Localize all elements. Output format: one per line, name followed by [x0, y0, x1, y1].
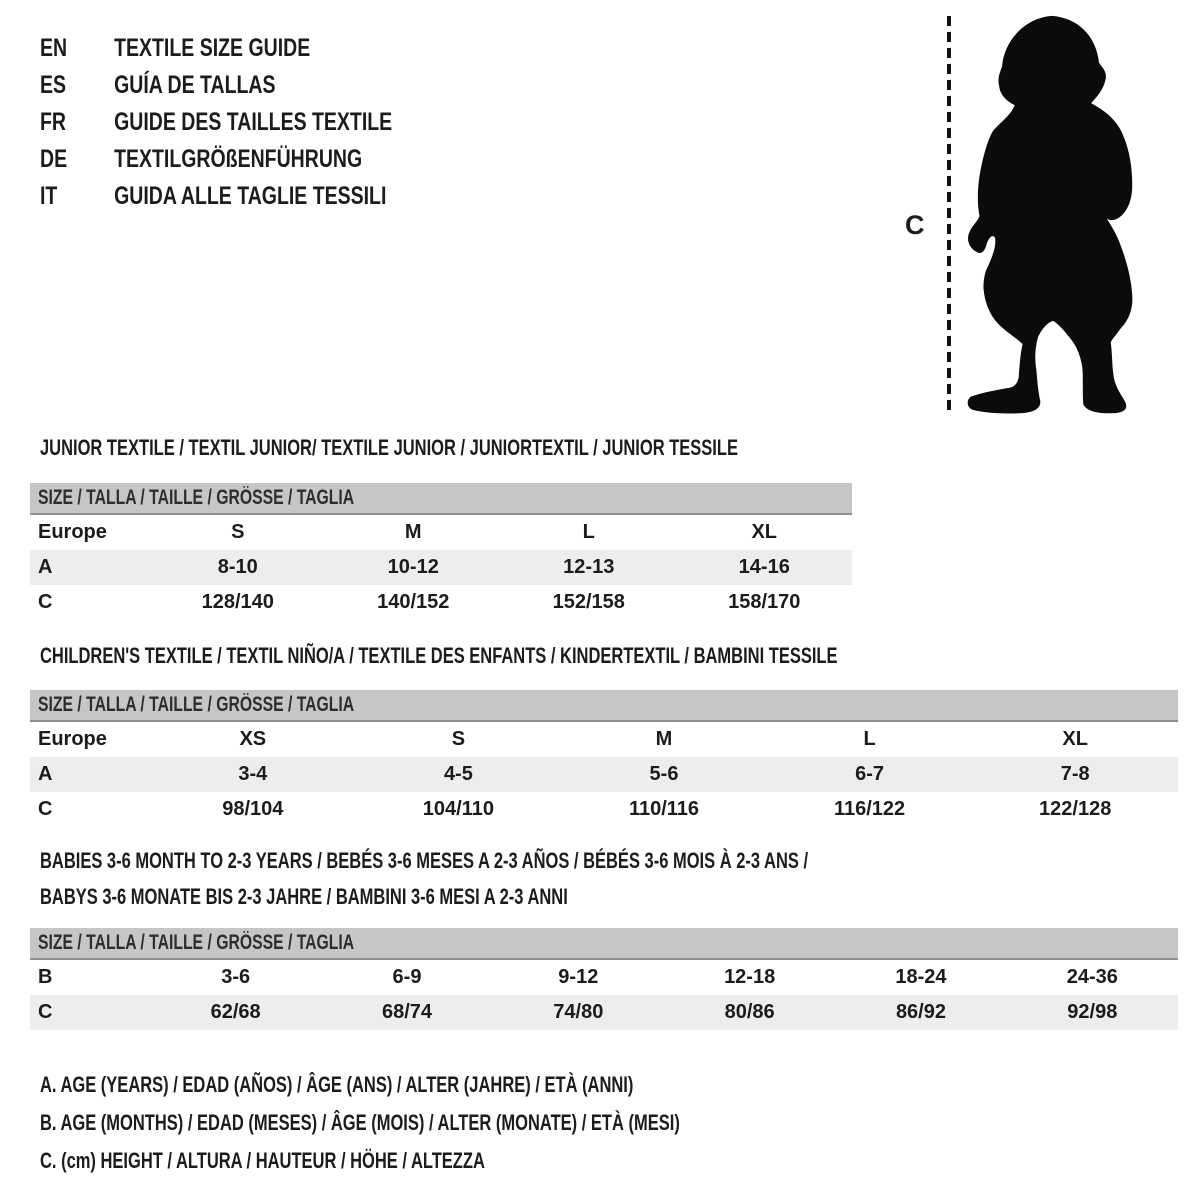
table-cell: L — [863, 728, 876, 750]
legend-line-b: B. AGE (MONTHS) / EDAD (MESES) / ÂGE (MOIS) / ALTER (MONATE) / ETÀ (MESI) — [40, 1110, 680, 1135]
table-cell: 128/140 — [201, 591, 274, 613]
table-row-height — [30, 792, 1178, 827]
table-cell: 18-24 — [895, 966, 947, 988]
table-row-height — [30, 995, 1178, 1030]
language-code: EN — [40, 34, 68, 62]
table-cell: 12-13 — [563, 556, 615, 578]
language-code: FR — [40, 108, 66, 136]
table-cell: 158/170 — [728, 591, 801, 613]
table-cell: 6-9 — [392, 966, 422, 988]
table-cell: XL — [751, 521, 778, 543]
table-cell: 24-36 — [1066, 966, 1118, 988]
table-row-age — [30, 757, 1178, 792]
height-measure-dashed-line — [947, 16, 951, 416]
language-row — [40, 178, 492, 215]
table-cell: 140/152 — [377, 591, 450, 613]
table-cell: 68/74 — [381, 1001, 433, 1023]
table-cell: 116/122 — [833, 798, 906, 820]
table-cell: 104/110 — [422, 798, 494, 820]
language-row — [40, 104, 492, 141]
row-label: C — [38, 591, 53, 613]
table-row-europe — [30, 722, 1178, 757]
guide-title: GUÍA DE TALLAS — [114, 71, 276, 99]
row-label: Europe — [38, 728, 107, 750]
language-row — [40, 67, 492, 104]
table-cell: 10-12 — [387, 556, 439, 578]
legend-line-a: A. AGE (YEARS) / EDAD (AÑOS) / ÂGE (ANS) / ALTER (JAHRE) / ETÀ (ANNI) — [40, 1072, 634, 1097]
table-cell: M — [655, 728, 673, 750]
junior-size-table — [30, 483, 852, 620]
table-cell: 7-8 — [1060, 763, 1090, 785]
children-section-title: CHILDREN'S TEXTILE / TEXTIL NIÑO/A / TEXTILE DES ENFANTS / KINDERTEXTIL / BAMBINI TESSILE — [40, 643, 838, 668]
babies-section-title: BABIES 3-6 MONTH TO 2-3 YEARS / BEBÉS 3-6 MESES A 2-3 AÑOS / BÉBÉS 3-6 MOIS À 2-3 ANS / BABYS 3-6 MONATE BIS 2-3 JAHRE / BAMBINI 3-6 MESI A 2-3 ANNI — [40, 848, 809, 909]
table-cell: 9-12 — [558, 966, 599, 988]
row-label: B — [38, 966, 53, 988]
table-cell: 98/104 — [222, 798, 284, 820]
language-code: DE — [40, 145, 68, 173]
table-cell: 74/80 — [553, 1001, 604, 1023]
table-cell: 3-6 — [221, 966, 251, 988]
table-cell: 62/68 — [210, 1001, 261, 1023]
table-row-height — [30, 585, 852, 620]
table-cell: 92/98 — [1067, 1001, 1118, 1023]
row-label: A — [38, 556, 53, 578]
legend-line-c: C. (cm) HEIGHT / ALTURA / HAUTEUR / HÖHE / ALTEZZA — [40, 1148, 485, 1173]
table-cell: XL — [1062, 728, 1088, 750]
table-cell: 5-6 — [649, 763, 679, 785]
table-row-age-months — [30, 960, 1178, 995]
table-cell: 122/128 — [1039, 798, 1112, 820]
table-cell: 80/86 — [724, 1001, 775, 1023]
toddler-silhouette — [958, 12, 1144, 416]
size-header-bar: SIZE / TALLA / TAILLE / GRÖSSE / TAGLIA — [30, 483, 852, 515]
table-cell: 12-18 — [724, 966, 776, 988]
language-row — [40, 30, 492, 67]
table-row-europe — [30, 515, 852, 550]
guide-title: GUIDA ALLE TAGLIE TESSILI — [114, 182, 387, 210]
height-measure-label: C — [905, 210, 925, 240]
table-cell: 110/116 — [628, 798, 700, 820]
row-label: Europe — [38, 521, 107, 543]
table-cell: 14-16 — [738, 556, 790, 578]
table-cell: L — [582, 521, 595, 543]
guide-title: GUIDE DES TAILLES TEXTILE — [114, 108, 393, 136]
language-title-list — [40, 30, 492, 215]
row-label: A — [38, 763, 53, 785]
guide-title: TEXTILE SIZE GUIDE — [114, 34, 311, 62]
table-cell: XS — [239, 728, 267, 750]
table-cell: M — [404, 521, 422, 543]
junior-section-title: JUNIOR TEXTILE / TEXTIL JUNIOR/ TEXTILE JUNIOR / JUNIORTEXTIL / JUNIOR TESSILE — [40, 435, 738, 460]
size-header-bar: SIZE / TALLA / TAILLE / GRÖSSE / TAGLIA — [30, 690, 1178, 722]
size-header-bar: SIZE / TALLA / TAILLE / GRÖSSE / TAGLIA — [30, 928, 1178, 960]
language-code: IT — [40, 182, 58, 210]
children-size-table — [30, 690, 1178, 827]
language-code: ES — [40, 71, 67, 99]
table-cell: 152/158 — [552, 591, 625, 613]
babies-size-table — [30, 928, 1178, 1030]
table-cell: 3-4 — [238, 763, 268, 785]
table-cell: 8-10 — [217, 556, 258, 578]
language-row — [40, 141, 492, 178]
table-cell: S — [451, 728, 466, 750]
table-cell: S — [231, 521, 245, 543]
table-row-age — [30, 550, 852, 585]
guide-title: TEXTILGRÖßENFÜHRUNG — [114, 145, 363, 173]
table-cell: 6-7 — [855, 763, 885, 785]
row-label: C — [38, 1001, 53, 1023]
table-cell: 86/92 — [895, 1001, 946, 1023]
table-cell: 4-5 — [443, 763, 473, 785]
measurement-legend — [40, 1066, 893, 1180]
row-label: C — [38, 798, 53, 820]
